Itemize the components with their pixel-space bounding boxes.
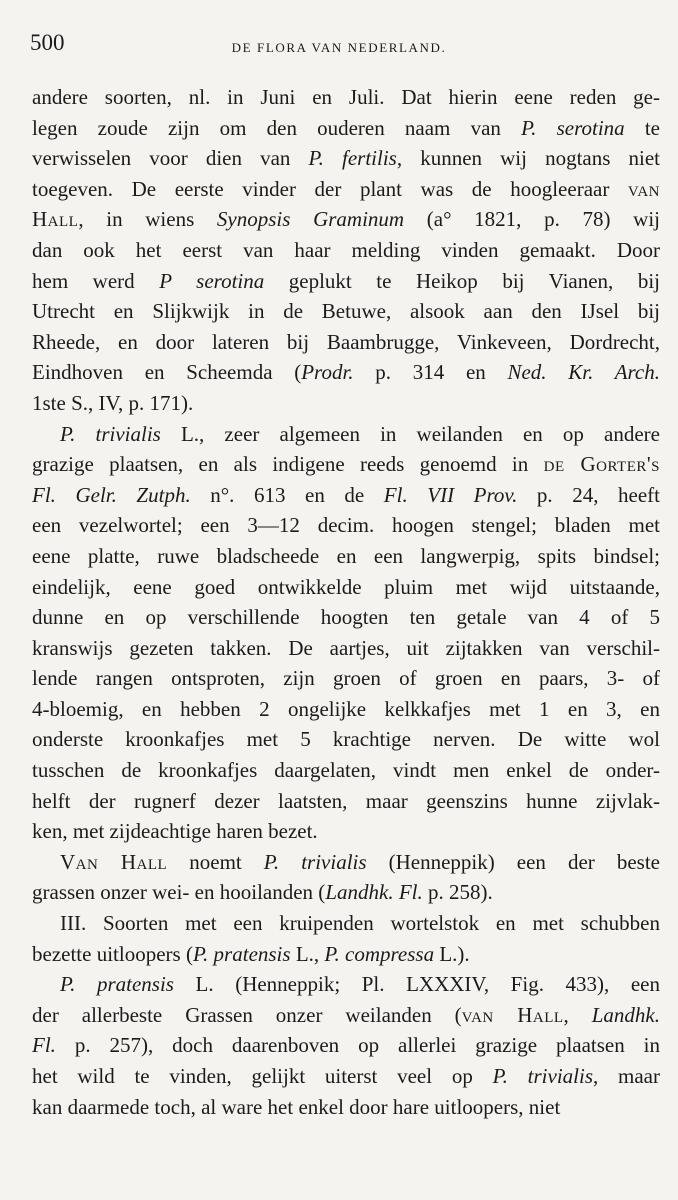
text-line: [32, 327, 660, 358]
text-segment: , maar: [593, 1064, 660, 1088]
italic-segment: Fl.: [32, 1033, 56, 1058]
small-caps-segment: van Hall: [461, 1002, 564, 1027]
italic-segment: P. trivialis: [60, 421, 161, 446]
text-segment: Eindhoven en Scheemda (: [32, 360, 302, 385]
small-caps-segment: Hall: [32, 207, 79, 232]
text-line: [32, 633, 660, 664]
text-line: [32, 82, 660, 113]
italic-segment: P. pratensis: [60, 972, 174, 997]
text-line: [32, 296, 660, 327]
text-segment: eene platte, ruwe bladscheede en een langwerpig, spits bindsel;: [32, 543, 660, 568]
italic-segment: Ned. Kr. Arch.: [507, 360, 660, 385]
text-segment: III. Soorten met een kruipenden wortelstok en met schubben: [60, 911, 660, 936]
text-line: [32, 694, 660, 725]
text-segment: grassen onzer wei- en hooilanden (: [32, 880, 326, 905]
text-segment: L. (Henneppik; Pl. LXXXIV, Fig. 433), een: [173, 972, 660, 997]
text-segment: helft der rugnerf dezer laatsten, maar geenszins hunne zijvlak-: [32, 788, 660, 813]
small-caps-segment: Van Hall: [60, 849, 168, 874]
text-segment: Rheede, en door lateren bij Baambrugge, Vinkeveen, Dordrecht,: [32, 329, 660, 354]
body-text: [32, 82, 660, 1122]
italic-segment: P. trivialis: [263, 849, 367, 874]
text-segment: verwisselen voor dien van: [32, 146, 309, 171]
text-segment: tusschen de kroonkafjes daargelaten, vindt men enkel de onder-: [32, 758, 660, 783]
text-line: [32, 755, 660, 786]
text-line: [32, 449, 660, 480]
text-line: [32, 1092, 660, 1123]
text-segment: bezette uitloopers (: [32, 941, 193, 966]
small-caps-segment: van: [627, 176, 660, 201]
text-line: [32, 1061, 660, 1092]
text-segment: 4-bloemig, en hebben 2 ongelijke kelkkafjes met 1 en 3, en: [32, 696, 660, 721]
text-line: [32, 1030, 660, 1061]
text-segment: te: [624, 115, 660, 140]
text-line: [32, 663, 660, 694]
text-line: [32, 724, 660, 755]
text-line: [32, 541, 660, 572]
text-line: [32, 113, 660, 144]
text-line: [32, 1000, 660, 1031]
text-line: [32, 266, 660, 297]
text-segment: grazige plaatsen, en als indigene reeds genoemd in: [32, 452, 544, 477]
text-segment: (Henneppik) een der beste: [366, 849, 660, 874]
italic-segment: Fl. Gelr. Zutph.: [32, 482, 191, 507]
text-segment: , kunnen wij nogtans niet: [396, 146, 660, 171]
text-segment: 1ste S., IV, p. 171).: [32, 390, 194, 415]
text-line: [32, 572, 660, 603]
text-line: [32, 419, 660, 450]
text-line: [32, 816, 660, 847]
italic-segment: P. serotina: [521, 115, 625, 140]
text-segment: p. 257), doch daarenboven op allerlei grazige plaatsen in: [55, 1033, 660, 1058]
text-segment: L.).: [434, 941, 470, 966]
text-segment: (a° 1821, p. 78) wij: [404, 207, 660, 232]
text-segment: kranswijs gezeten takken. De aartjes, uit zijtakken van verschil-: [32, 635, 660, 660]
text-line: [32, 235, 660, 266]
text-segment: Utrecht en Slijkwijk in de Betuwe, alsook aan den IJsel bij: [32, 299, 660, 324]
text-segment: het wild te vinden, gelijkt uiterst veel op: [32, 1064, 493, 1088]
text-line: [32, 602, 660, 633]
text-segment: L., zeer algemeen in weilanden en op andere: [160, 421, 660, 446]
italic-segment: Landhk.: [591, 1002, 660, 1027]
running-title: DE FLORA VAN NEDERLAND.: [231, 40, 447, 55]
text-line: [32, 357, 660, 388]
text-segment: andere soorten, nl. in Juni en Juli. Dat hierin eene reden ge-: [32, 85, 660, 109]
italic-segment: P. trivialis: [492, 1064, 594, 1088]
italic-segment: Prodr.: [301, 360, 354, 385]
text-segment: L.,: [290, 941, 325, 966]
text-segment: kan daarmede toch, al ware het enkel door hare uitloopers, niet: [32, 1094, 561, 1119]
text-segment: p. 314 en: [353, 360, 508, 385]
text-segment: n°. 613 en de: [190, 482, 384, 507]
text-line: [32, 480, 660, 511]
text-segment: geplukt te Heikop bij Vianen, bij: [264, 268, 660, 293]
text-segment: , in wiens: [78, 207, 217, 232]
text-segment: eindelijk, eene goed ontwikkelde pluim met wijd uitstaande,: [32, 574, 660, 599]
text-segment: lende rangen ontsproten, zijn groen of groen en paars, 3- of: [32, 666, 660, 691]
italic-segment: P serotina: [159, 268, 265, 293]
text-line: [32, 969, 660, 1000]
italic-segment: Landhk. Fl.: [325, 880, 423, 905]
text-line: [32, 908, 660, 939]
italic-segment: Fl. VII Prov.: [383, 482, 518, 507]
text-line: [32, 877, 660, 908]
italic-segment: P. pratensis: [192, 941, 291, 966]
text-segment: der allerbeste Grassen onzer weilanden (: [32, 1002, 462, 1027]
italic-segment: Synopsis Graminum: [216, 207, 405, 232]
text-segment: p. 258).: [422, 880, 493, 905]
text-line: [32, 786, 660, 817]
text-line: [32, 388, 660, 419]
small-caps-segment: de Gorter's: [543, 452, 660, 477]
text-segment: hem werd: [32, 268, 160, 293]
text-segment: p. 24, heeft: [517, 482, 660, 507]
text-line: [32, 174, 660, 205]
text-segment: een vezelwortel; een 3—12 decim. hoogen stengel; bladen met: [32, 513, 660, 538]
italic-segment: P. fertilis: [308, 146, 397, 171]
text-segment: ken, met zijdeachtige haren bezet.: [32, 819, 318, 844]
text-segment: dan ook het eerst van haar melding vinden gemaakt. Door: [32, 237, 660, 262]
text-segment: legen zoude zijn om den ouderen naam van: [32, 115, 522, 140]
page-number: 500: [30, 30, 65, 55]
text-segment: onderste kroonkafjes met 5 krachtige nerven. De witte wol: [32, 727, 660, 752]
italic-segment: P. compressa: [324, 941, 435, 966]
text-segment: noemt: [167, 849, 264, 874]
text-line: [32, 939, 660, 970]
text-segment: dunne en op verschillende hoogten ten getale van 4 of 5: [32, 605, 660, 630]
text-line: [32, 847, 660, 878]
text-line: [32, 143, 660, 174]
text-line: [32, 204, 660, 235]
text-line: [32, 510, 660, 541]
running-head: [30, 30, 648, 66]
text-segment: ,: [563, 1002, 592, 1027]
text-segment: toegeven. De eerste vinder der plant was de hoogleeraar: [32, 176, 628, 201]
